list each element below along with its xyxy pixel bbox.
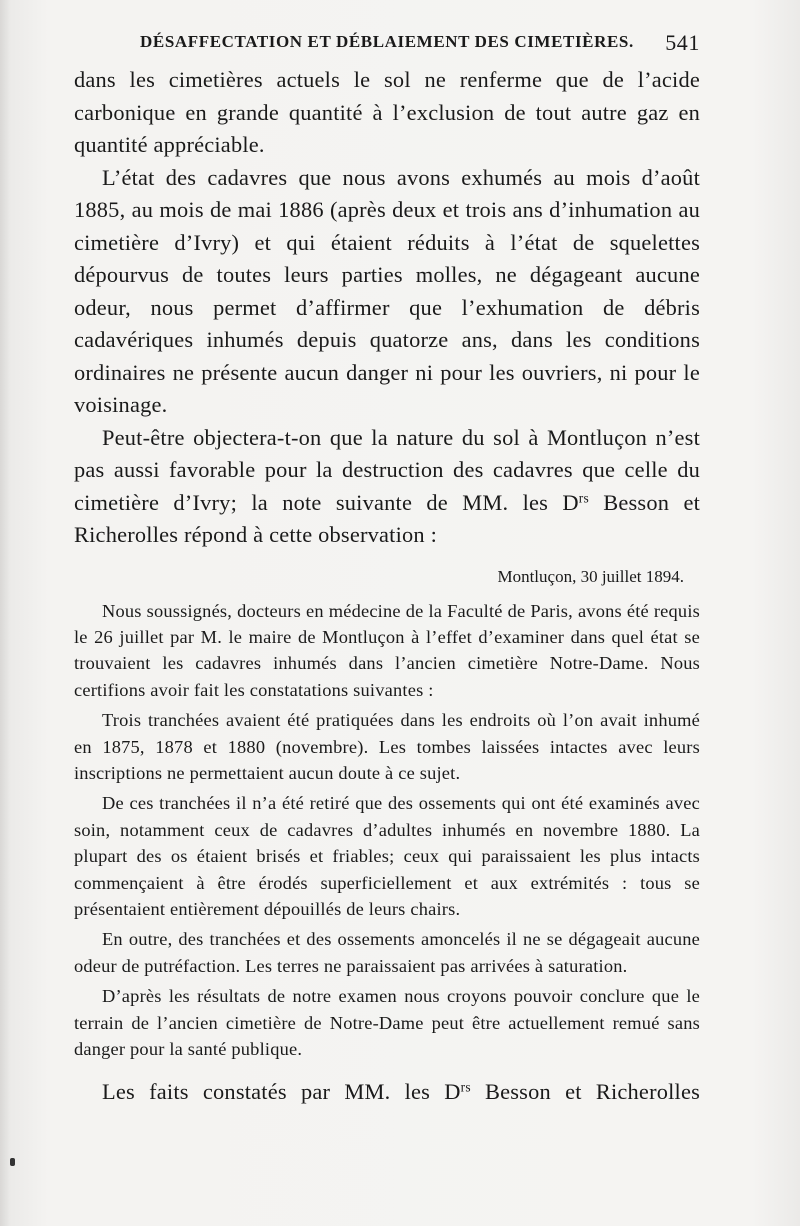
paragraph-continued: dans les cimetières actuels le sol ne renferme que de l’acide carbonique en grande quantité à l’exclusion de tout autre gaz en quantité appréciable.	[74, 67, 700, 157]
letter-dateline: Montluçon, 30 juillet 1894.	[497, 566, 684, 586]
paragraph-text: Besson et Richerolles	[470, 1079, 701, 1105]
paragraph-final	[74, 1076, 700, 1109]
doctors-abbrev-sup: rs	[578, 490, 589, 506]
quote-paragraph: Nous soussignés, docteurs en médecine de la Faculté de Paris, avons été requis le 26 juillet par M. le maire de Montluçon à l’effet d’examiner dans quel état se trouvaient les cadavres inhumés dans l’ancien cimetière Notre-Dame. Nous certifions avoir fait les constatations suivantes :	[74, 600, 700, 700]
page-edge-shadow	[0, 0, 10, 1226]
doctors-abbrev-sup: rs	[460, 1080, 471, 1096]
quote-paragraph: De ces tranchées il n’a été retiré que des ossements qui ont été examinés avec soin, notamment ceux de cadavres d’adultes inhumés en novembre 1880. La plupart des os étaient brisés et friables; ceux qui paraissaient les plus intacts commençaient à être érodés superficiellement et aux extrémités : tous se présentaient entièrement dépouillés de leurs chairs.	[74, 793, 700, 919]
quote-paragraph: En outre, des tranchées et des ossements amoncelés il ne se dégageait aucune odeur de putréfaction. Les terres ne paraissaient pas arrivées à saturation.	[74, 929, 700, 976]
paragraph-text: Les faits constatés par MM. les D	[102, 1079, 461, 1105]
running-title: DÉSAFFECTATION ET DÉBLAIEMENT DES CIMETIÈRES.	[140, 32, 634, 51]
page-number: 541	[665, 30, 700, 55]
running-head	[140, 30, 700, 58]
paragraph-cadavres-ivry: L’état des cadavres que nous avons exhumés au mois d’août 1885, au mois de mai 1886 (après deux et trois ans d’inhumation au cimetière d’Ivry) et qui étaient réduits à l’état de squelettes dépourvus de toutes leurs parties molles, ne dégageant aucune odeur, nous permet d’affirmer que l’exhumation de débris cadavériques inhumés depuis quatorze ans, dans les conditions ordinaires ne présente aucun danger ni pour les ouvriers, ni pour le voisinage.	[74, 164, 700, 417]
margin-ink-mark	[10, 1158, 15, 1166]
paragraph-text: Peut-être objectera-t-on que la nature du sol à Montluçon n’est pas aussi favorable pour la destruction des cadavres que celle du cimetière d’Ivry; la note suivante de MM. les D	[74, 424, 700, 515]
quote-paragraph: D’après les résultats de notre examen nous croyons pouvoir conclure que le terrain de l’ancien cimetière de Notre-Dame peut être actuellement remué sans danger pour la santé publique.	[74, 986, 700, 1059]
body-text	[74, 64, 700, 1109]
paragraph-montlucon-objection	[74, 422, 700, 552]
quote-paragraph: Trois tranchées avaient été pratiquées dans les endroits où l’on avait inhumé en 1875, 1878 et 1880 (novembre). Les tombes laissées intactes avec leurs inscriptions ne permettaient aucun doute à ce sujet.	[74, 710, 700, 783]
paragraph-text: Besson et Richerolles répond à cette observation :	[74, 489, 701, 547]
quoted-certificate	[74, 598, 700, 1063]
